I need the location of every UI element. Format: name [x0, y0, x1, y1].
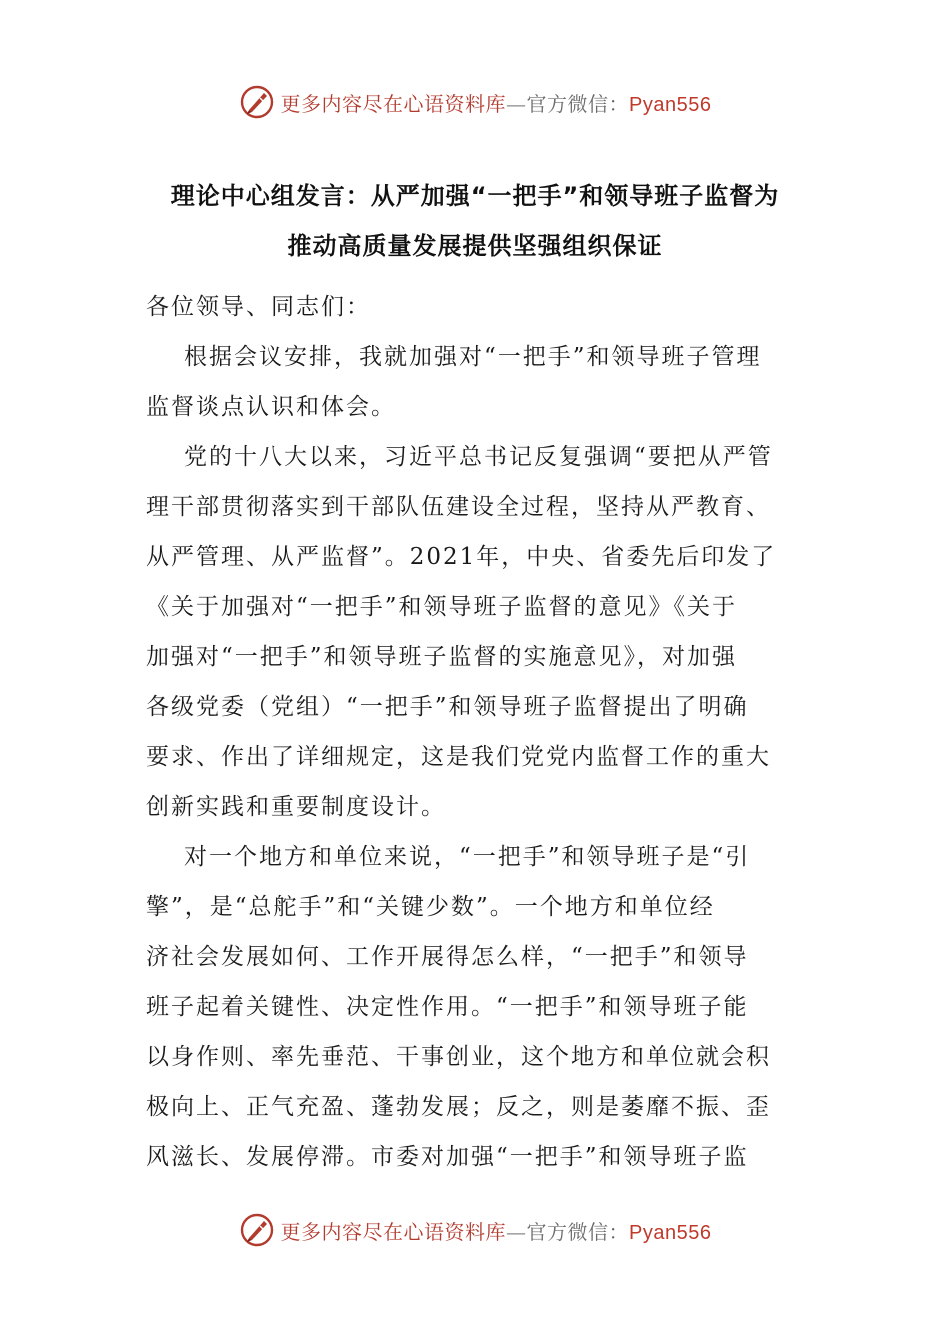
paragraph-line: 创新实践和重要制度设计。 — [146, 794, 446, 820]
paragraph-line: 《关于加强对“一把手”和领导班子监督的意见》《关于 — [146, 594, 738, 620]
document-title-line-1: 理论中心组发言：从严加强“一把手”和领导班子监督为 — [170, 182, 780, 210]
banner-text — [281, 1216, 712, 1245]
banner-dash: — — [506, 1219, 527, 1244]
banner-wechat-label: 官方微信： — [526, 1219, 630, 1244]
document-title-line-2: 推动高质量发展提供坚强组织保证 — [287, 232, 663, 260]
paragraph-line: 根据会议安排，我就加强对“一把手”和领导班子管理 — [184, 344, 762, 370]
header-banner — [0, 82, 950, 122]
paragraph-line: 理干部贯彻落实到干部队伍建设全过程，坚持从严教育、 — [146, 494, 771, 520]
paragraph-line: 加强对“一把手”和领导班子监督的实施意见》，对加强 — [146, 644, 738, 670]
paragraph-line: 以身作则、率先垂范、干事创业，这个地方和单位就会积 — [146, 1044, 771, 1070]
banner-wechat-id: Pyan556 — [629, 93, 712, 116]
banner-dash: — — [506, 91, 527, 116]
banner-wechat-label: 官方微信： — [526, 91, 630, 116]
quill-seal-icon — [239, 84, 275, 120]
paragraph-line: 党的十八大以来，习近平总书记反复强调“要把从严管 — [184, 444, 773, 470]
paragraph-line: 风滋长、发展停滞。市委对加强“一把手”和领导班子监 — [146, 1144, 749, 1170]
document-body — [146, 282, 806, 1182]
paragraph-line: 班子起着关键性、决定性作用。“一把手”和领导班子能 — [146, 994, 749, 1020]
paragraph-line: 从严管理、从严监督”。2021年，中央、省委先后印发了 — [146, 544, 777, 570]
paragraph-line: 对一个地方和单位来说，“一把手”和领导班子是“引 — [184, 844, 751, 870]
banner-slogan: 更多内容尽在心语资料库 — [280, 91, 507, 116]
paragraph-line: 监督谈点认识和体会。 — [146, 394, 396, 420]
banner-wechat-id: Pyan556 — [629, 1221, 712, 1244]
banner-slogan: 更多内容尽在心语资料库 — [280, 1219, 507, 1244]
paragraph-line: 极向上、正气充盈、蓬勃发展；反之，则是萎靡不振、歪 — [146, 1094, 771, 1120]
footer-banner — [0, 1210, 950, 1250]
salutation: 各位领导、同志们： — [146, 294, 371, 320]
quill-seal-icon — [239, 1212, 275, 1248]
banner-text — [281, 88, 712, 117]
paragraph-line: 要求、作出了详细规定，这是我们党党内监督工作的重大 — [146, 744, 771, 770]
paragraph-line: 济社会发展如何、工作开展得怎么样，“一把手”和领导 — [146, 944, 749, 970]
paragraph-line: 擎”，是“总舵手”和“关键少数”。一个地方和单位经 — [146, 894, 715, 920]
paragraph-line: 各级党委（党组）“一把手”和领导班子监督提出了明确 — [146, 694, 749, 720]
